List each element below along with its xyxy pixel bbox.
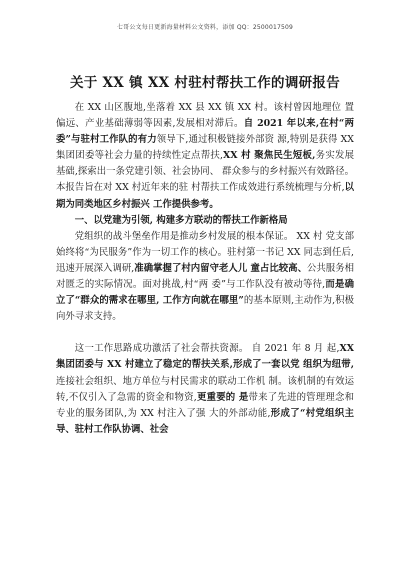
bold-text-run: 而是确立了“群众的需求在哪里, 工作方向就在哪里” bbox=[56, 279, 354, 307]
header-note: 七哥公文每日更新海量材料公文资料，添加 QQ：2500017509 bbox=[116, 24, 294, 31]
section-heading: 一、以党建为引领, 构建多方联动的帮扶工作新格局 bbox=[74, 214, 288, 226]
bold-text-run: XX 集团团委与 XX 村建立了稳定的帮扶关系, bbox=[56, 343, 354, 371]
text-run: 领导下,通过积极链接外部资 源,特别是获得 XX 集团团委等社会力量的持续性定点帮扶, bbox=[56, 134, 354, 162]
text-run: 连接社会组织、地方单位与村民需求的联动工作机 制。该机制的有效运转,不仅引入了急需的资金和物资, bbox=[56, 375, 354, 403]
body-paragraph-1 bbox=[56, 229, 354, 326]
bold-text-run: XX 村 聚焦民生短板, bbox=[222, 150, 316, 162]
text-run: 公共服务相对匮乏的实际情况。面对挑战,村“两 委”与工作队没有被动等待, bbox=[56, 262, 354, 291]
body-paragraph-2 bbox=[56, 341, 354, 438]
bold-text-run: 自 2021 年以来,在村“两委”与驻村工作队的有力 bbox=[56, 118, 354, 146]
bold-text-run: 形成了一套以党 组织为纽带, bbox=[232, 359, 355, 371]
bold-text-run: 以期为同类地区乡村振兴 工作提供参考。 bbox=[56, 182, 354, 210]
text-run: 这一工作思路成功激活了社会帮扶资源。 自 2021 年 8 月 起, bbox=[74, 343, 340, 355]
text-run: 党组织的战斗堡垒作用是推动乡村发展的根本保证。 XX 村 党支部始终将“为民服务”作为一切工作的核心。驻村第一书记 XX 同志到任后,迅速开展深入调研, bbox=[56, 230, 354, 274]
text-run: 带来了先进的管理理念和专业的服务团队,为 XX 村注入了强 大的外部动能, bbox=[56, 391, 354, 419]
bold-text-run: 准确掌握了村内留守老人儿 童占比较高、 bbox=[134, 262, 307, 274]
document-title: 关于 XX 镇 XX 村驻村帮扶工作的调研报告 bbox=[69, 75, 341, 91]
text-run: 的基本原则,主动作为,积极向外寻求支持。 bbox=[56, 295, 354, 323]
paragraph-gap bbox=[56, 325, 354, 341]
bold-text-run: 更重要的 是 bbox=[196, 391, 249, 403]
bold-text-run: 形成了“村党组织主导、驻村工作队协调、社会 bbox=[56, 407, 354, 435]
text-run: 在 XX 山区腹地,坐落着 XX 县 XX 镇 XX 村。该村曾因地理位 置偏远、产业基础薄弱等因素,发展相对滞后。 bbox=[56, 102, 354, 130]
text-run: 务实发展基础,探索出一条党建引领、社会协同、 群众参与的乡村振兴有效路径。本报告旨在对 XX 村近年来的驻 村帮扶工作成效进行系统梳理与分析, bbox=[56, 150, 354, 194]
intro-paragraph bbox=[56, 100, 354, 213]
